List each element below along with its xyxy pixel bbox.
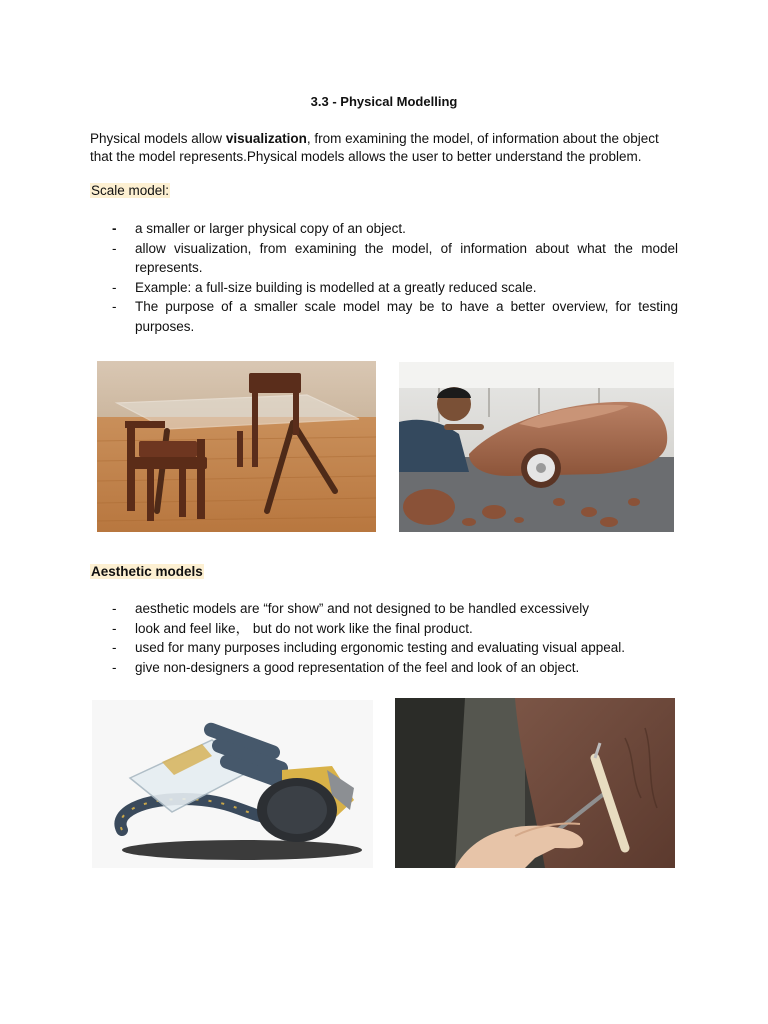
aesthetic-models-list <box>90 599 678 677</box>
list-item <box>90 278 678 298</box>
list-item-text: used for many purposes including ergonomic testing and evaluating visual appeal. <box>135 640 626 655</box>
list-bullet: - <box>112 299 117 314</box>
list-item-text: give non-designers a good representation of the feel and look of an object. <box>135 659 580 675</box>
clay-car-photo <box>399 362 674 532</box>
list-item <box>90 599 678 619</box>
list-bullet: - <box>112 240 117 256</box>
intro-paragraph <box>90 130 680 166</box>
list-bullet: - <box>112 221 117 236</box>
page-title: 3.3 - Physical Modelling <box>310 94 458 109</box>
list-item-text: The purpose of a smaller scale model may be to have a better overview, for testing purposes. <box>135 299 678 334</box>
list-item <box>90 619 678 639</box>
list-item-text: a smaller or larger physical copy of an object. <box>135 221 406 236</box>
list-item <box>90 658 678 678</box>
list-item-text: Example: a full-size building is modelled at a greatly reduced scale. <box>135 279 537 295</box>
list-bullet: - <box>112 659 117 675</box>
aesthetic-models-heading: Aesthetic models <box>91 564 203 579</box>
intro-emphasis: visualization <box>225 131 307 146</box>
list-item <box>90 239 678 278</box>
list-bullet: - <box>112 601 117 616</box>
list-item <box>90 638 678 658</box>
clay-sculpting-photo <box>395 698 675 868</box>
list-item-text: allow visualization, from examining the model, of information about what the model represents. <box>135 240 678 275</box>
list-bullet: - <box>112 620 117 636</box>
scale-model-list <box>90 219 678 336</box>
intro-text-start: Physical models allow <box>90 131 226 146</box>
list-bullet: - <box>112 640 117 655</box>
scale-model-heading: Scale model: <box>91 183 170 198</box>
list-item-text: aesthetic models are “for show” and not designed to be handled excessively <box>135 601 590 616</box>
intro-text-end: , from examining the model, of information about the object that the model represents.Physical models allows the user to better understand the problem. <box>90 131 659 164</box>
list-item <box>90 219 678 239</box>
vacuum-model-photo <box>92 700 373 868</box>
list-bullet: - <box>112 279 117 295</box>
list-item-text: look and feel like， but do not work like the final product. <box>135 620 473 636</box>
table-chairs-photo <box>97 361 376 532</box>
list-item <box>90 297 678 336</box>
